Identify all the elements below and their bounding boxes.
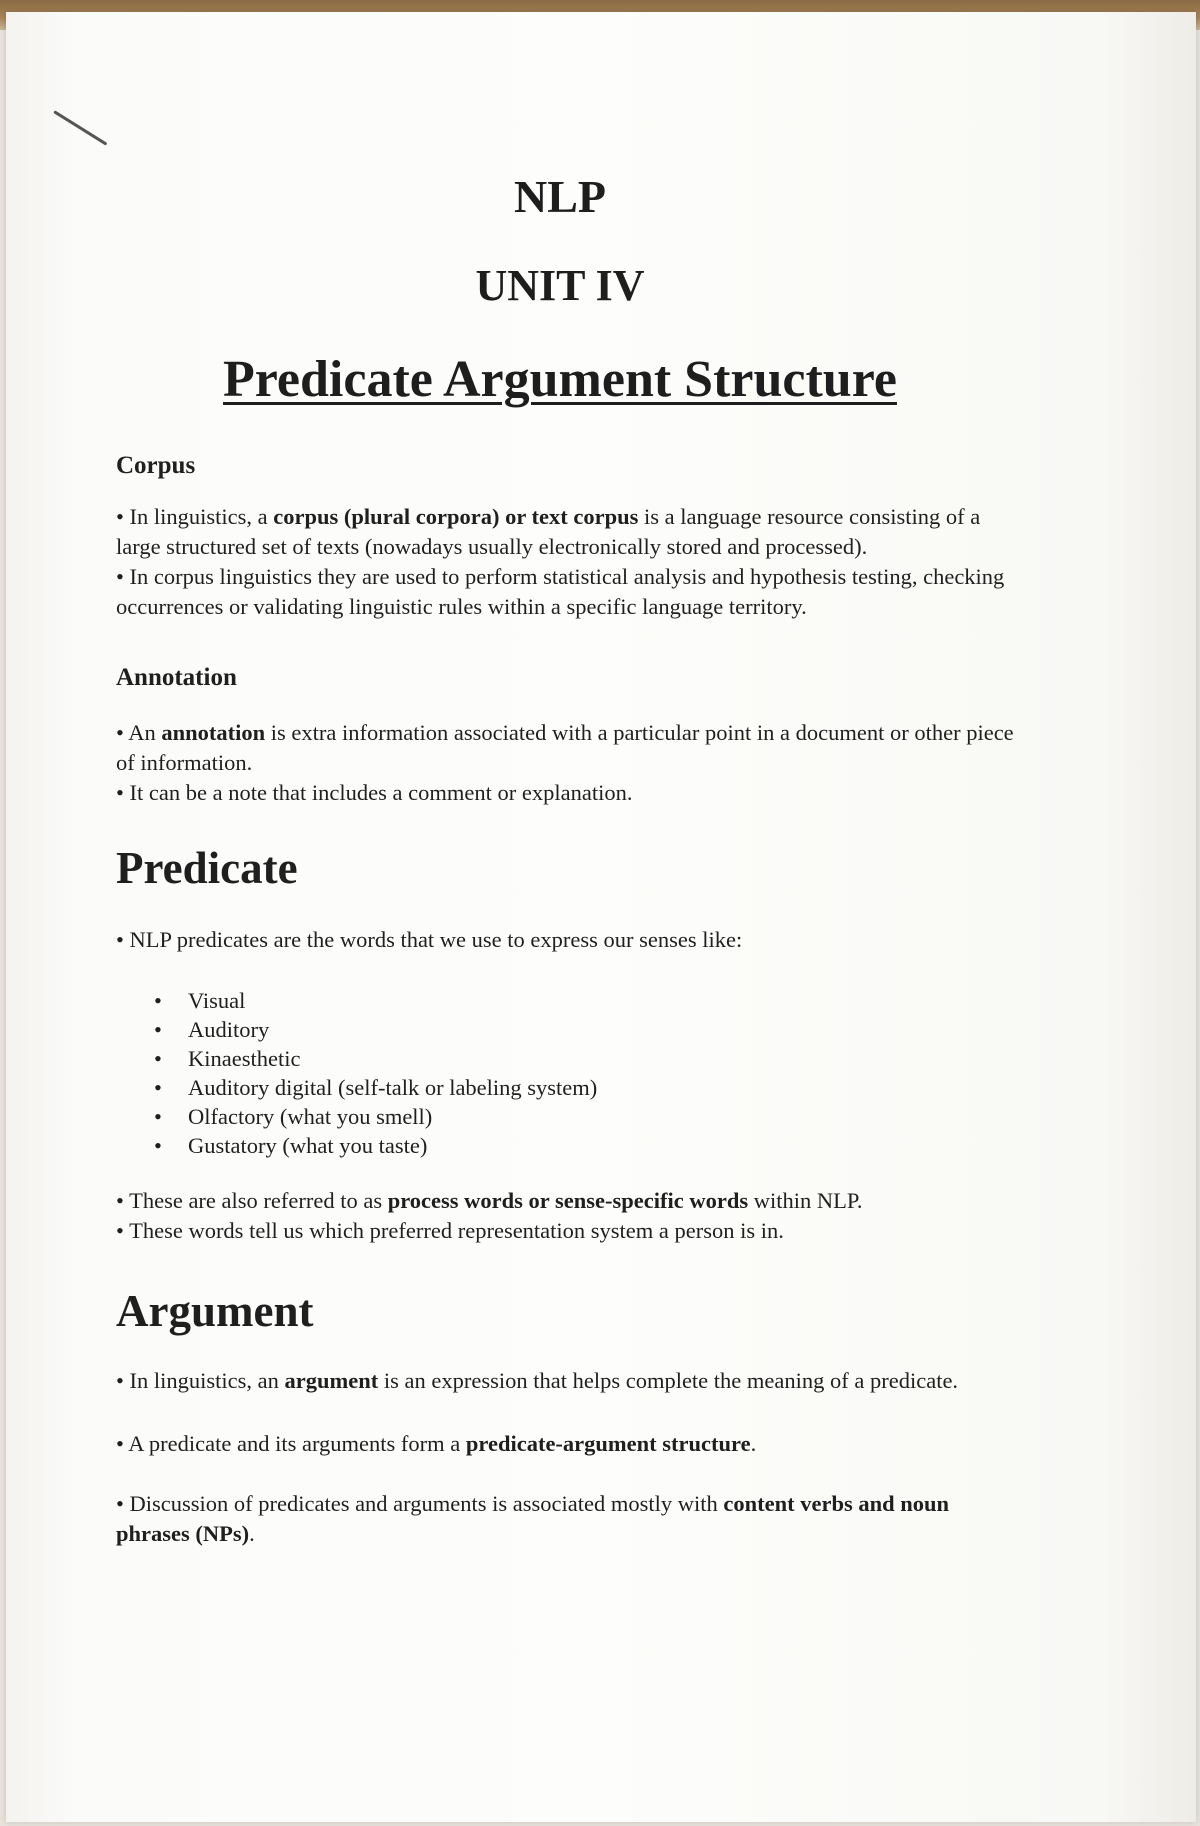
predicate-heading: Predicate [116, 843, 298, 893]
sense-label: Gustatory (what you taste) [188, 1133, 428, 1158]
predicate-p1-text-end: within NLP. [748, 1188, 863, 1213]
argument-p1-text-end: is an expression that helps complete the meaning of a predicate. [378, 1368, 959, 1393]
argument-paragraph-3-wrap [116, 1489, 1016, 1549]
argument-paragraph-3 [116, 1489, 1016, 1549]
senses-list [150, 986, 597, 1160]
corpus-term: corpus (plural corpora) or text corpus [273, 504, 639, 529]
annotation-term: annotation [161, 720, 266, 745]
argument-term: argument [284, 1368, 379, 1393]
bullet-dot: • [154, 1104, 162, 1129]
argument-p1-text: • In linguistics, an [116, 1368, 285, 1393]
annotation-p1-text-end: is extra information associated with a particular point in a document or other piece of information. [116, 720, 1014, 775]
argument-p2-text-end: . [750, 1431, 757, 1456]
document-subject: NLP [514, 171, 606, 222]
bullet-dot: • [154, 1133, 162, 1158]
predicate-intro [116, 925, 1016, 955]
predicate-body [116, 1186, 1016, 1246]
annotation-section [116, 664, 1016, 692]
argument-paragraph-2-wrap [116, 1429, 1016, 1459]
predicate-paragraph-1 [116, 1186, 1016, 1216]
sense-label: Visual [188, 988, 246, 1013]
list-item [150, 986, 597, 1015]
list-item [150, 1044, 597, 1073]
document-title: Predicate Argument Structure [223, 351, 897, 408]
corpus-paragraph-1 [116, 502, 1016, 562]
bullet-dot: • [154, 1075, 162, 1100]
list-item [150, 1102, 597, 1131]
corpus-heading: Corpus [116, 452, 196, 479]
pen-mark [53, 110, 107, 145]
argument-paragraph-2 [116, 1429, 1016, 1459]
content-verbs-term: content verbs and noun phrases (NPs) [116, 1491, 950, 1546]
sense-label: Olfactory (what you smell) [188, 1104, 433, 1129]
annotation-heading: Annotation [116, 664, 237, 691]
process-words-term: process words or sense-specific words [387, 1188, 749, 1213]
corpus-paragraph-2: • In corpus linguistics they are used to perform statistical analysis and hypothesis testing, checking occurrences or validating linguistic rules within a specific language territory. [116, 564, 1005, 619]
annotation-p1-text: • An [116, 720, 162, 745]
sense-label: Auditory [188, 1017, 270, 1042]
predicate-section [116, 842, 1016, 894]
argument-p2-text: • A predicate and its arguments form a [116, 1431, 466, 1456]
list-item [150, 1073, 597, 1102]
argument-section [116, 1285, 1016, 1337]
annotation-paragraph-2: • It can be a note that includes a comment or explanation. [116, 780, 633, 805]
bullet-dot: • [154, 1046, 162, 1071]
argument-heading: Argument [116, 1286, 314, 1336]
corpus-section [116, 452, 1016, 480]
predicate-argument-term: predicate-argument structure [465, 1431, 751, 1456]
annotation-body [116, 718, 1016, 808]
annotation-paragraph-1 [116, 718, 1016, 778]
predicate-paragraph-2: • These words tell us which preferred representation system a person is in. [116, 1218, 784, 1243]
list-item [150, 1015, 597, 1044]
argument-p3-text: • Discussion of predicates and arguments is associated mostly with [116, 1491, 724, 1516]
sense-label: Kinaesthetic [188, 1046, 301, 1071]
corpus-body [116, 502, 1016, 622]
corpus-p1-text: • In linguistics, a [116, 504, 274, 529]
predicate-intro-text: • NLP predicates are the words that we use to express our senses like: [116, 927, 743, 952]
sense-label: Auditory digital (self-talk or labeling system) [188, 1075, 598, 1100]
predicate-p1-text: • These are also referred to as [116, 1188, 388, 1213]
argument-paragraph-1-wrap [116, 1366, 1016, 1396]
bullet-dot: • [154, 1017, 162, 1042]
argument-p3-text-end: . [249, 1521, 255, 1546]
corpus-p1-text-end: is a language resource consisting of a large structured set of texts (nowadays usually electronically stored and processed). [116, 504, 981, 559]
list-item [150, 1131, 597, 1160]
argument-paragraph-1 [116, 1366, 1016, 1396]
document-unit: UNIT IV [475, 261, 645, 310]
bullet-dot: • [154, 988, 162, 1013]
